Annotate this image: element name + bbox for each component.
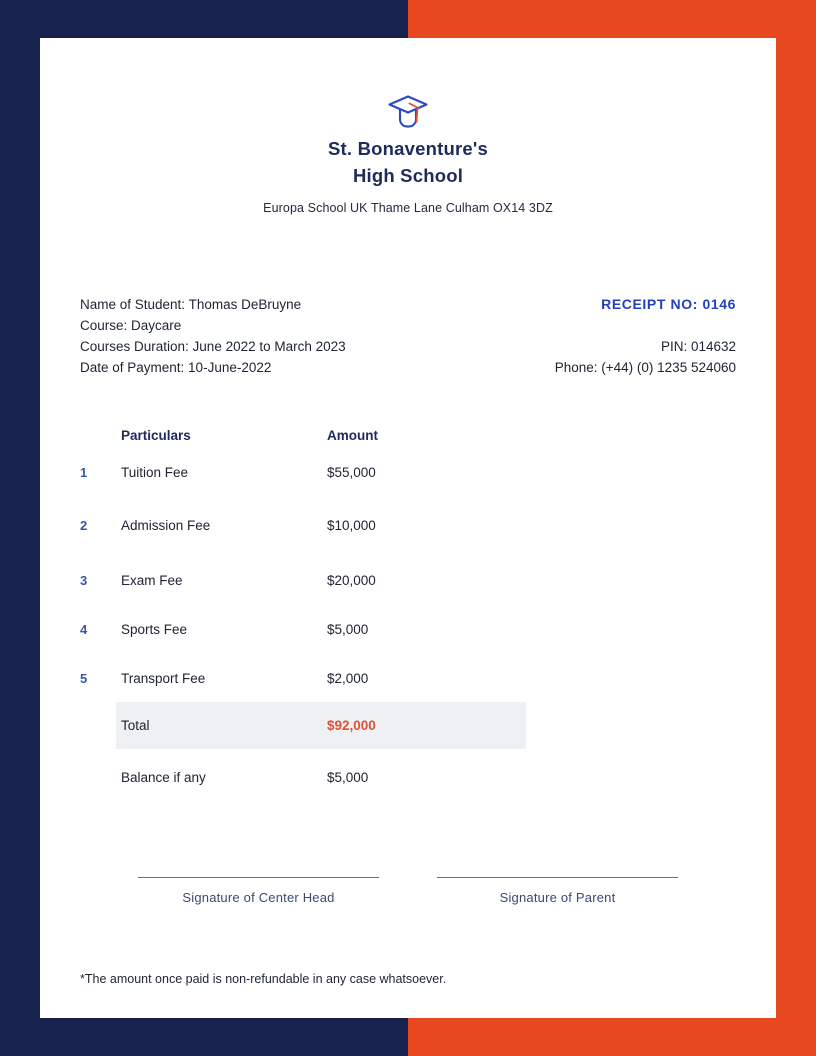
school-name-line1: St. Bonaventure's — [328, 138, 488, 159]
row-amount: $55,000 — [327, 465, 376, 480]
table-row — [80, 669, 736, 689]
row-number: 1 — [80, 465, 88, 480]
signatures-section — [40, 877, 776, 905]
row-label: Exam Fee — [121, 573, 183, 588]
row-number: 2 — [80, 518, 88, 533]
signature-center-head — [138, 877, 379, 905]
row-label: Sports Fee — [121, 622, 188, 637]
total-label: Total — [121, 718, 150, 733]
table-header-num — [80, 426, 121, 446]
receipt-number: RECEIPT NO: 0146 — [601, 296, 736, 312]
row-label: Tuition Fee — [121, 465, 189, 480]
table-row — [80, 620, 736, 640]
info-section — [40, 294, 776, 378]
receipt-header — [40, 38, 776, 216]
student-info — [80, 294, 346, 378]
student-name: Name of Student: Thomas DeBruyne — [80, 297, 302, 312]
table-row — [80, 571, 736, 591]
school-phone: Phone: (+44) (0) 1235 524060 — [554, 360, 736, 375]
table-row — [80, 516, 736, 536]
refund-disclaimer: *The amount once paid is non-refundable in any case whatsoever. — [80, 972, 447, 986]
signature-line — [437, 877, 678, 878]
balance-label: Balance if any — [121, 770, 206, 785]
row-amount: $10,000 — [327, 518, 376, 533]
balance-num-spacer — [80, 768, 121, 788]
total-amount: $92,000 — [327, 718, 376, 733]
graduation-cap-icon — [386, 94, 430, 130]
table-header-amount: Amount — [327, 428, 378, 443]
signature-parent-label: Signature of Parent — [499, 890, 616, 905]
course-duration: Courses Duration: June 2022 to March 2023 — [80, 339, 346, 354]
signature-center-head-label: Signature of Center Head — [182, 890, 335, 905]
row-amount: $20,000 — [327, 573, 376, 588]
school-name-line2: High School — [352, 165, 464, 186]
row-label: Transport Fee — [121, 671, 206, 686]
table-row — [80, 463, 736, 483]
total-row — [116, 702, 526, 749]
row-amount: $2,000 — [327, 671, 369, 686]
receipt-pin: PIN: 014632 — [660, 339, 736, 354]
payment-date: Date of Payment: 10-June-2022 — [80, 360, 272, 375]
balance-row — [80, 768, 736, 788]
school-name — [40, 135, 776, 189]
signature-line — [138, 877, 379, 878]
table-header-particulars: Particulars — [121, 428, 191, 443]
row-label: Admission Fee — [121, 518, 211, 533]
balance-amount: $5,000 — [327, 770, 369, 785]
receipt-meta — [555, 294, 736, 378]
student-course: Course: Daycare — [80, 318, 182, 333]
row-amount: $5,000 — [327, 622, 369, 637]
row-number: 3 — [80, 573, 88, 588]
signature-parent — [437, 877, 678, 905]
row-number: 5 — [80, 671, 88, 686]
school-address: Europa School UK Thame Lane Culham OX14 3DZ — [263, 201, 553, 215]
row-number: 4 — [80, 622, 88, 637]
fee-table — [40, 426, 776, 788]
receipt-card — [40, 38, 776, 1018]
table-header-row — [80, 426, 736, 446]
